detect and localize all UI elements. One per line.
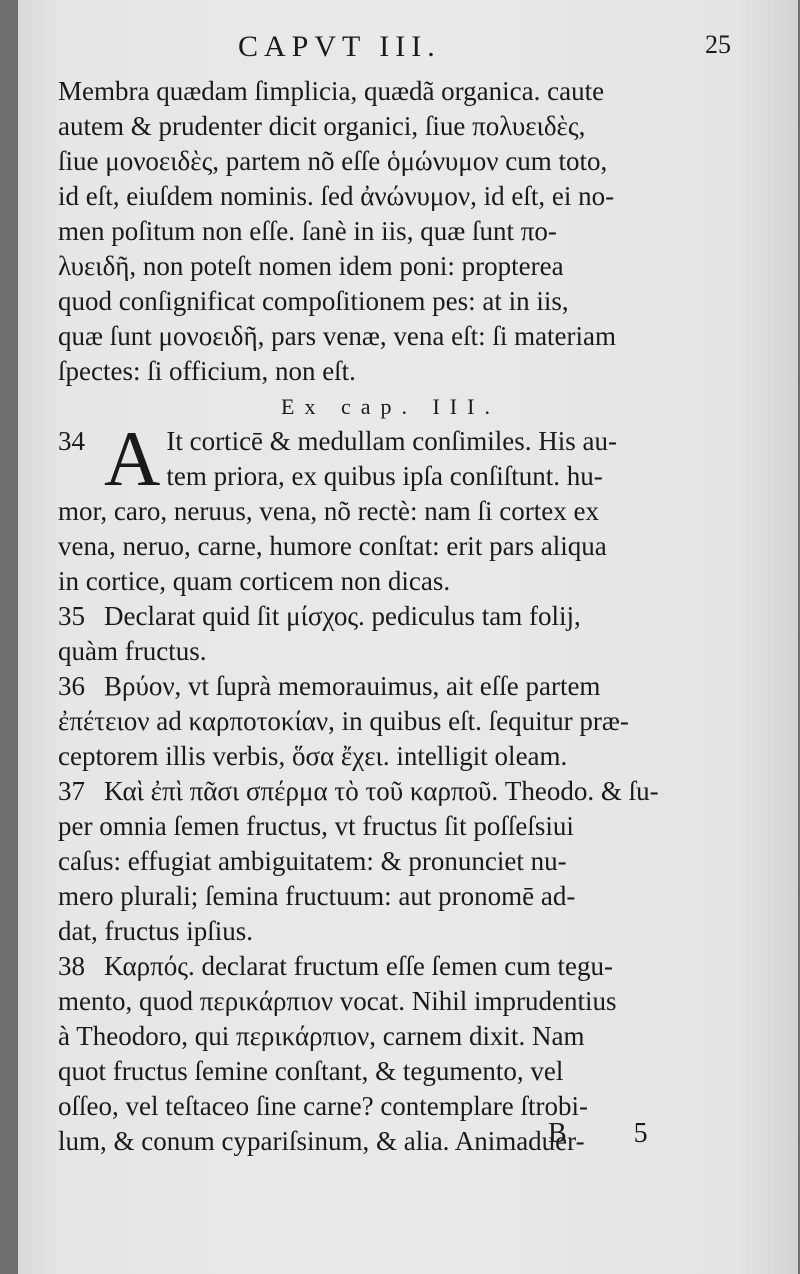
page-number: 25 — [705, 30, 731, 59]
paragraph-37 — [58, 774, 723, 949]
text-line: Καὶ ἐπὶ πᾶσι σπέρμα τὸ τοῦ καρποῦ. Theodo. & ſu- — [104, 776, 659, 806]
book-page — [18, 0, 798, 1274]
text-line: ἐπέτειον ad καρποτοκίαν, in quibus eſt. ſequitur præ- — [58, 706, 629, 736]
text-line: ſpectes: ſi officium, non eſt. — [58, 356, 356, 386]
text-line: caſus: effugiat ambiguitatem: & pronunciet nu- — [58, 846, 567, 876]
text-line: ſiue μονοειδὲς, partem nõ eſſe ὁμώνυμον cum toto, — [58, 146, 608, 176]
text-line: Membra quædam ſimplicia, quædã organica. caute — [58, 76, 605, 106]
text-line: Declarat quid ſit μίσχος. pediculus tam folij, — [104, 601, 581, 631]
text-line: Καρπός. declarat fructum eſſe ſemen cum tegu- — [104, 951, 613, 981]
text-line: quot fructus ſemine conſtant, & tegumento, vel — [58, 1056, 564, 1086]
drop-capital: A — [104, 424, 161, 494]
page-text — [58, 30, 731, 1159]
text-line: tem priora, ex quibus ipſa conſiſtunt. hu- — [166, 461, 603, 491]
text-line: quæ ſunt μονοειδῆ, pars venæ, vena eſt: ſi materiam — [58, 321, 617, 351]
text-line: oſſeo, vel teſtaceo ſine carne? contemplare ſtrobi- — [58, 1091, 588, 1121]
text-line: dat, fructus ipſius. — [58, 916, 253, 946]
paragraph-35 — [58, 599, 723, 669]
text-line: id eſt, eiuſdem nominis. ſed ἀνώνυμον, id eſt, ei no- — [58, 181, 615, 211]
text-line: per omnia ſemen fructus, vt fructus ſit poſſeſsiui — [58, 811, 574, 841]
signature-mark: B 5 — [548, 1118, 678, 1149]
paragraph-number: 38 — [58, 951, 85, 981]
text-line: quàm fructus. — [58, 636, 207, 666]
text-line: lum, & conum cypariſsinum, & alia. Animaduer- — [58, 1126, 585, 1156]
text-line: mor, caro, neruus, vena, nõ rectè: nam ſi cortex ex — [58, 496, 599, 526]
text-line: men poſitum non eſſe. ſanè in iis, quæ ſunt πο- — [58, 216, 557, 246]
text-line: à Theodoro, qui περικάρπιον, carnem dixit. Nam — [58, 1021, 585, 1051]
paragraph-number: 34 — [58, 426, 85, 456]
paragraph-number: 35 — [58, 601, 85, 631]
text-line: quod conſignificat compoſitionem pes: at in iis, — [58, 286, 569, 316]
text-line: autem & prudenter dicit organici, ſiue πολυειδὲς, — [58, 111, 586, 141]
chapter-title: CAPVT III. — [238, 30, 441, 63]
paragraph-number: 37 — [58, 776, 85, 806]
text-line: mero plurali; ſemina fructuum: aut pronomē ad- — [58, 881, 576, 911]
paragraph-number: 36 — [58, 671, 85, 701]
text-line: mento, quod περικάρπιον vocat. Nihil imprudentius — [58, 986, 617, 1016]
paragraph-36 — [58, 669, 723, 774]
text-line: in cortice, quam corticem non dicas. — [58, 566, 451, 596]
text-line: λυειδῆ, non poteſt nomen idem poni: propterea — [58, 251, 564, 281]
commentary-top — [58, 74, 723, 389]
running-header — [58, 30, 731, 74]
text-line: It corticē & medullam conſimiles. His au- — [166, 426, 617, 456]
paragraph-34 — [58, 424, 723, 599]
text-line: vena, neruo, carne, humore conſtat: erit pars aliqua — [58, 531, 607, 561]
text-line: Βρύον, vt ſuprà memorauimus, ait eſſe partem — [104, 671, 601, 701]
section-heading: Ex cap. III. — [281, 394, 500, 419]
text-line: ceptorem illis verbis, ὅσα ἔχει. intelligit oleam. — [58, 741, 568, 771]
